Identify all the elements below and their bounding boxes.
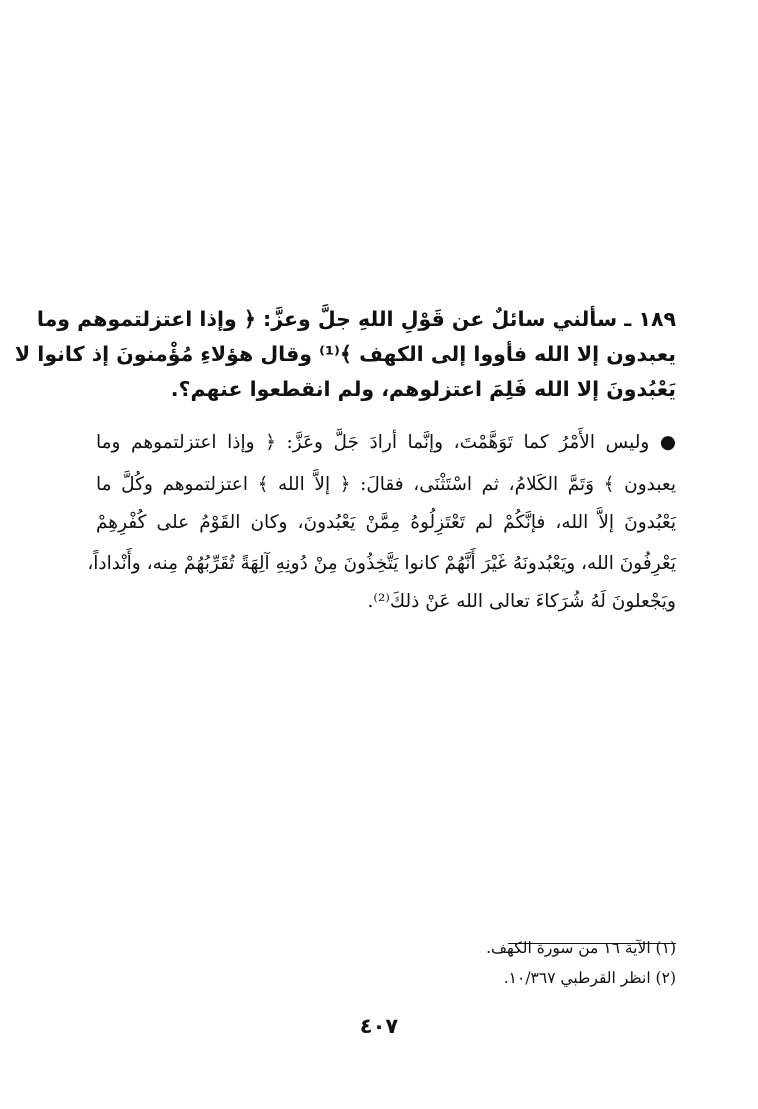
answer-line-3: يَعْبُدونَ إلاَّ الله، فإنَّكُمْ لم تَعْتَزِلُوهُ مِمَّنْ يَعْبُدونَ، وكان القَوْمُ على كُفْرِهِمْ [96,512,676,533]
question-line-3: يَعْبُدونَ إلا الله فَلِمَ اعتزلوهم، ولم انقطعوا عنهم؟. [170,377,676,401]
question-line-2: يعبدون إلا الله فأووا إلى الكهف ﴾⁽¹⁾ وقال هؤلاءِ مُؤْمنونَ إذ كانوا لا [14,342,676,366]
answer-line-4: يَعْرِفُونَ الله، ويَعْبُدونَهُ غَيْرَ أَنَّهُمْ كانوا يَتَّخِذُونَ مِنْ دُونِهِ آلِهَةً تُقَرِّبُهُمْ مِنه، وأَنْداداً، [87,553,676,574]
page-number: ٤٠٧ [359,1014,399,1038]
question-line-1: ١٨٩ ـ سألني سائلٌ عن قَوْلِ اللهِ جلَّ وعزَّ: ﴿ وإذا اعتزلتموهم وما [36,307,676,331]
footnote-1: (١) الآية ١٦ من سورة الكهف. [486,939,676,957]
answer-line-1: ● وليس الأَمْرُ كما تَوَهَّمْتَ، وإنَّما أرادَ جَلَّ وعَزَّ: ﴿ وإذا اعتزلتموهم وما [96,432,676,453]
answer-line-5: ويَجْعلونَ لَهُ شُرَكاءَ تعالى الله عَنْ ذلكَ⁽²⁾. [367,591,676,612]
footnote-2: (٢) انظر القرطبي ١٠/٣٦٧. [503,969,676,987]
answer-line-2: يعبدون ﴾ وَتَمَّ الكَلامُ، ثم اسْتَثْنَى، فقالَ: ﴿ إلاَّ الله ﴾ اعتزلتموهم وكُلَّ ما [96,474,676,495]
